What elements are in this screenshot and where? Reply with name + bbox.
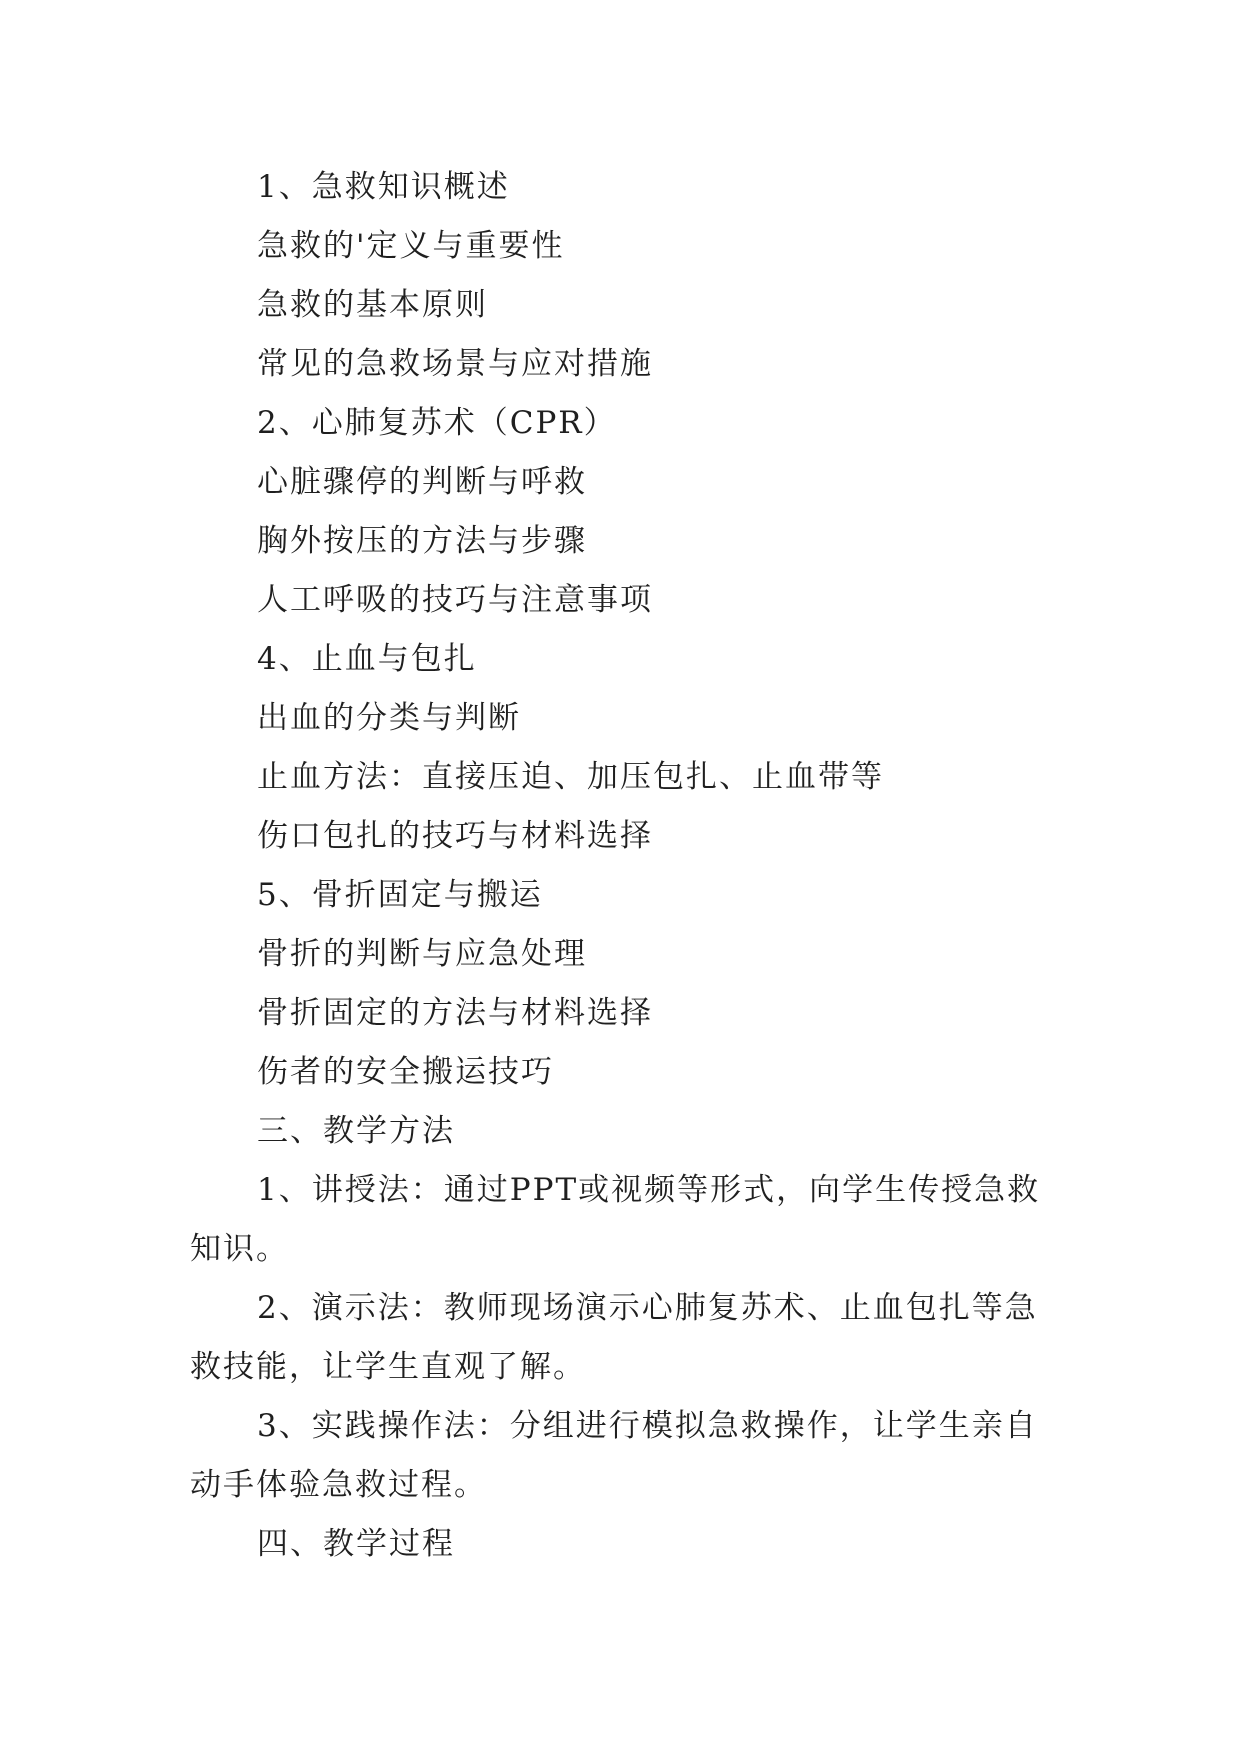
list-item: 急救的'定义与重要性: [257, 228, 565, 264]
list-item: 伤者的安全搬运技巧: [257, 1054, 554, 1090]
chapter-heading: 四、教学过程: [257, 1526, 455, 1562]
list-item: 伤口包扎的技巧与材料选择: [257, 818, 653, 854]
list-item: 心脏骤停的判断与呼救: [257, 464, 587, 500]
list-item: 止血方法：直接压迫、加压包扎、止血带等: [257, 759, 884, 795]
list-item: 急救的基本原则: [257, 287, 488, 323]
list-item: 骨折固定的方法与材料选择: [257, 995, 653, 1031]
list-item: 人工呼吸的技巧与注意事项: [257, 582, 653, 618]
method-paragraph: 3、实践操作法：分组进行模拟急救操作，让学生亲自动手体验急救过程。: [190, 1408, 1038, 1503]
list-item: 骨折的判断与应急处理: [257, 936, 587, 972]
chapter-heading: 三、教学方法: [257, 1113, 455, 1149]
list-item: 出血的分类与判断: [257, 700, 521, 736]
document-page: [190, 158, 1050, 1574]
method-paragraph: 1、讲授法：通过PPT或视频等形式，向学生传授急救知识。: [190, 1172, 1041, 1267]
section-heading: 5、骨折固定与搬运: [257, 877, 543, 913]
method-paragraph: 2、演示法：教师现场演示心肺复苏术、止血包扎等急救技能，让学生直观了解。: [190, 1290, 1038, 1385]
section-heading: 2、心肺复苏术（CPR）: [257, 405, 617, 441]
list-item: 常见的急救场景与应对措施: [257, 346, 653, 382]
section-heading: 1、急救知识概述: [257, 169, 510, 205]
list-item: 胸外按压的方法与步骤: [257, 523, 587, 559]
section-heading: 4、止血与包扎: [257, 641, 477, 677]
